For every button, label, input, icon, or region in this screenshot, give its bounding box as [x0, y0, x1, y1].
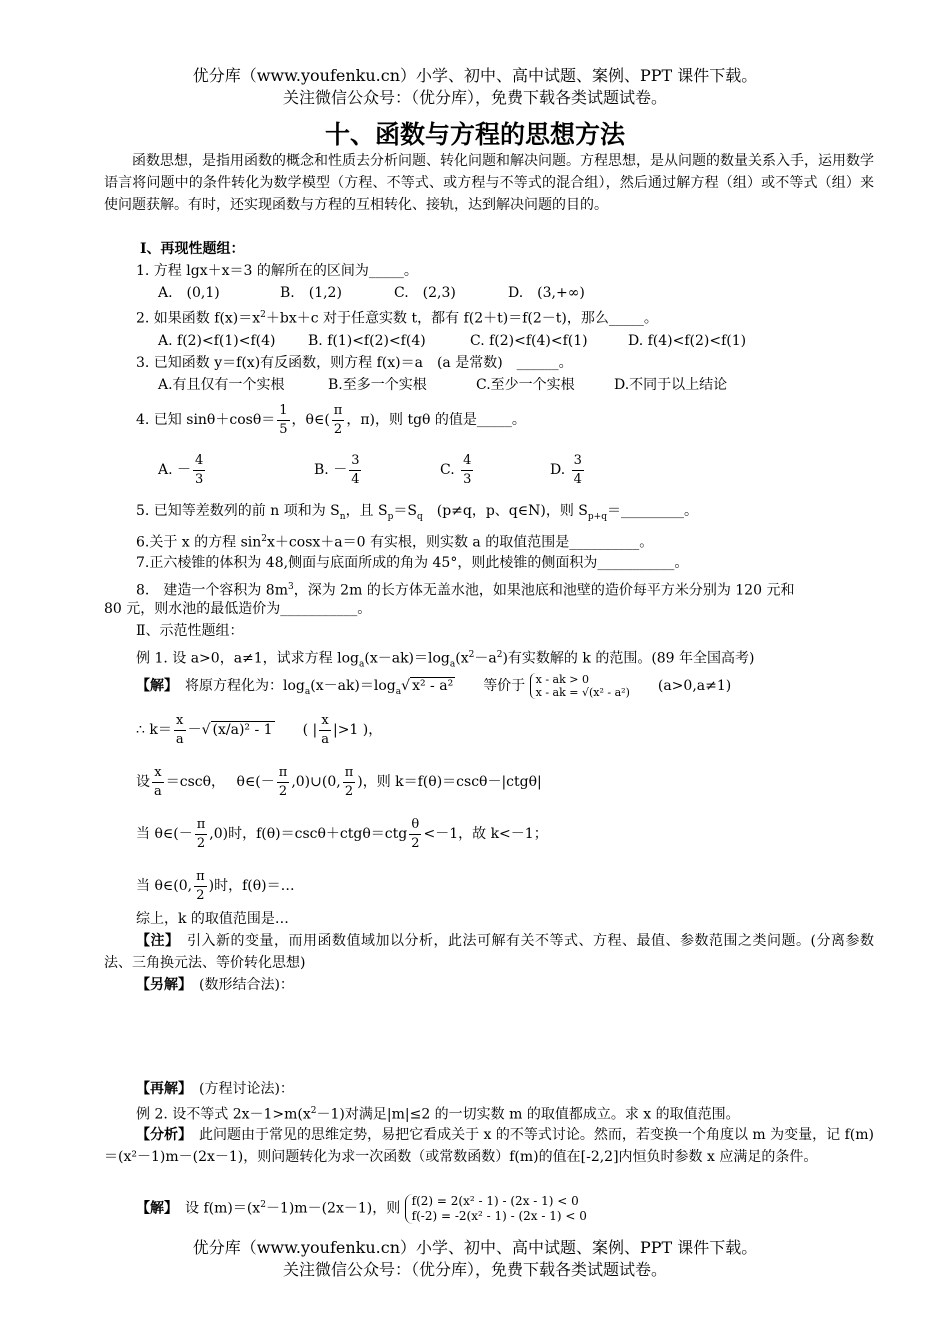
note: 【注】 引入新的变量，而用函数值域加以分析，此法可解有关不等式、方程、最值、参数范围之类问题。(分离参数法、三角换元法、等价转化思想) — [104, 933, 875, 971]
re-solution: 【再解】 (方程讨论法)： — [136, 1081, 294, 1097]
option: C. (2,3) — [394, 285, 456, 301]
option: D. (3,+∞) — [508, 285, 585, 301]
equation-system: f(2) = 2(x² - 1) - (2x - 1) < 0 f(-2) = -2(x² - 1) - (2x - 1) < 0 — [405, 1194, 587, 1224]
question-2: 2. 如果函数 $f(x)=x^2+bx+c$ 对于任意实数 t，都有 f(2＋t)＝f(2－t)，那么_____。 — [136, 310, 658, 327]
option: A.有且仅有一个实根 — [158, 377, 285, 393]
question-1-options — [158, 282, 928, 304]
fraction: $\frac{\pi}{2}$ — [333, 402, 343, 437]
case-1: 当 θ∈(－ $\frac{\pi}{2}$ ,0)时，f(θ)＝cscθ＋ctgθ＝ctg $\frac{\theta}{2}$ <－1，故 k<－1； — [136, 816, 548, 851]
question-3: 3. 已知函数 y＝f(x)有反函数，则方程 f(x)＝a (a 是常数) ______。 — [136, 355, 573, 371]
option: D. f(4)<f(2)<f(1) — [628, 333, 747, 349]
question-3-options — [158, 374, 928, 396]
solution-1: 【解】 将原方程化为：$\log_a(x-ak)=\log_a√$ x² - a² 等价于 x - ak > 0 x - ak = √(x² - a²) (a>0,a≠1) — [136, 673, 732, 699]
option: A. (0,1) — [158, 285, 220, 301]
question-8: 8. 建造一个容积为 $8m^3$，深为 2m 的长方体无盖水池，如果池底和池壁的造价每平方米分别为 120 元和 — [136, 582, 795, 599]
option: D.不同于以上结论 — [614, 377, 728, 393]
page-title: 十、函数与方程的思想方法 — [324, 120, 625, 149]
question-7: 7.正六棱锥的体积为 48,侧面与底面所成的角为 45°，则此棱锥的侧面积为___________。 — [136, 555, 689, 571]
footer-line-2: 关注微信公众号：（优分库），免费下载各类试题试卷。 — [282, 1260, 667, 1279]
question-4-options: A. － $\frac{4}{3}$ B. － $\frac{3}{4}$ C. $\frac{4}{3}$ D. $\frac{3}{4}$ — [158, 452, 582, 487]
header-line-2: 关注微信公众号：（优分库），免费下载各类试题试卷。 — [282, 88, 667, 107]
question-1: 1. 方程 lgx＋x＝3 的解所在的区间为_____。 — [136, 263, 418, 279]
option: B. f(1)<f(2)<f(4) — [308, 333, 426, 349]
example-2: 例 2. 设不等式 $2x-1>m(x^2-1)$对满足|m|≤2 的一切实数 m 的取值都成立。求 x 的取值范围。 — [136, 1106, 740, 1123]
option: B.至多一个实根 — [328, 377, 427, 393]
section-heading-1: Ⅰ、再现性题组： — [140, 241, 245, 257]
header-line-1: 优分库（www.youfenku.cn）小学、初中、高中试题、案例、PPT 课件下载。 — [192, 66, 758, 85]
option: A. f(2)<f(1)<f(4) — [158, 333, 276, 349]
fraction: $\frac{1}{5}$ — [279, 402, 288, 437]
alt-solution: 【另解】 (数形结合法)： — [136, 977, 294, 993]
intro-paragraph: 函数思想，是指用函数的概念和性质去分析问题、转化问题和解决问题。方程思想，是从问题的数量关系入手，运用数学语言将问题中的条件转化为数学模型（方程、不等式、或方程与不等式的混合组），然后通过解方程（组）或不等式（组）来使问题获解。有时，还实现函数与方程的互相转化、接轨，达到解决问题的目的。 — [104, 153, 874, 213]
solution-2: 【解】 设 $f(m)=(x^2-1)m-(2x-1)$，则 f(2) = 2(x² - 1) - (2x - 1) < 0 f(-2) = -2(x² - 1) - (2x - 1) < 0 — [136, 1193, 587, 1223]
analysis: 【分析】 此问题由于常见的思维定势，易把它看成关于 x 的不等式讨论。然而，若变换一个角度以 m 为变量，记 f(m)＝(x²－1)m－(2x－1)，则问题转化为求一次函数（或常数函数）f(m)的值在[-2,2]内恒负时参数 x 应满足的条件。 — [104, 1127, 875, 1165]
example-1: 例 1. 设 a>0，a≠1，试求方程 $\log_a(x-ak)=\log_a(x^2-a^2)$有实数解的 k 的范围。(89 年全国高考) — [136, 650, 755, 670]
equation-system: x - ak > 0 x - ak = √(x² - a²) — [530, 673, 630, 699]
option: B. (1,2) — [280, 285, 342, 301]
question-5: 5. 已知等差数列的前 n 项和为 $S_n$，且 $S_p=S_q$ (p≠q，p、q∈N)，则 $S_{p+q}=\_\_\_\_\_\_\_\_\_$。 — [136, 503, 698, 522]
question-6: 6.关于 x 的方程 $\sin^2x+\cos x+a=0$ 有实根，则实数 a 的取值范围是__________。 — [136, 534, 654, 551]
section-heading-2: Ⅱ、示范性题组： — [136, 623, 244, 639]
case-2: 当 θ∈(0, $\frac{\pi}{2}$ )时，f(θ)＝… — [136, 868, 295, 903]
question-4: 4. 已知 sinθ＋cosθ＝ $\frac{1}{5}$ ，θ∈( $\frac{\pi}{2}$ ，π)，则 tgθ 的值是_____。 — [136, 402, 526, 437]
question-2-options — [158, 330, 928, 352]
k-expression: ∴ k＝ $\frac{x}{a}$ －√ (x/a)² - 1 ( | $\frac{x}{a}$ |>1 )， — [136, 712, 383, 747]
option: C.至少一个实根 — [476, 377, 575, 393]
option: C. f(2)<f(4)<f(1) — [470, 333, 588, 349]
footer-line-1: 优分库（www.youfenku.cn）小学、初中、高中试题、案例、PPT 课件下载。 — [192, 1238, 758, 1257]
question-8-cont: 80 元，则水池的最低造价为___________。 — [104, 601, 372, 617]
substitution-line: 设 $\frac{x}{a}$ ＝cscθ， θ∈(－ $\frac{\pi}{2}$ ,0)∪(0, $\frac{\pi}{2}$ )，则 k＝f(θ)＝cscθ－|ctgθ| — [136, 764, 542, 799]
summary: 综上，k 的取值范围是… — [136, 911, 289, 927]
